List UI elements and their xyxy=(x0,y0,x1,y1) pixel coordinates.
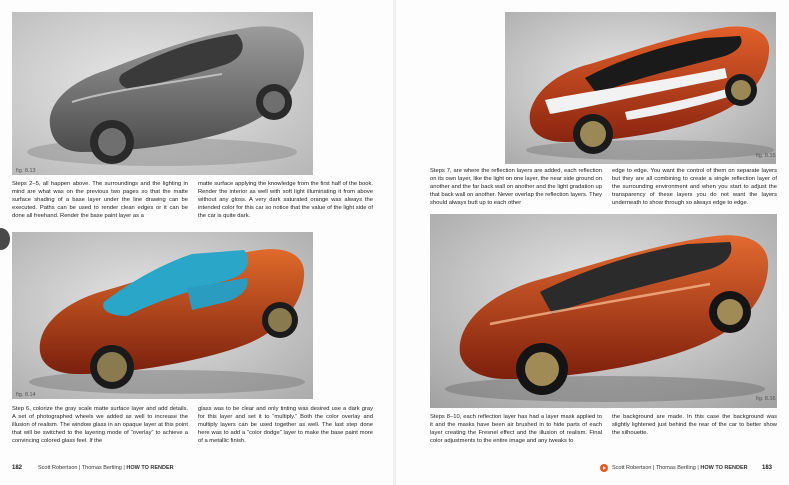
body-text: Steps 8–10, each reflection layer has had a layer mask applied to it and the masks have been air brushed in to hide parts of each layer creating the Fresnel effect and the illusion of realism. Final color adjustments to the entire image and any tweaks to xyxy=(430,414,602,445)
footer-authors: Scott Robertson | Thomas Bertling | xyxy=(38,465,125,471)
figure-8-15-reflection-layers-car xyxy=(505,12,776,164)
footer-book-title: HOW TO RENDER xyxy=(700,465,748,471)
page-gutter xyxy=(393,0,396,485)
footer-credit xyxy=(612,465,748,471)
body-text: Steps 2–5, all happen above. The surroundings and the lighting in mind are what was on the previous two pages so that the matte surface shading of a base layer under the line drawing can be executed. Paths can be used to render clean edges or it can be done all freehand. Render the base paint layer as a xyxy=(12,181,188,220)
footer-credit xyxy=(38,465,174,471)
body-text: Steps 7, are where the reflection layers are added, each reflection on its own layer, like the light on one layer, the near side ground on another and the far back wall on another and the light gradation up that back wall on another. Never overlap the reflection layers. They should always butt up to each other xyxy=(430,168,602,207)
figure-caption: fig. 8.14 xyxy=(16,392,36,398)
figure-caption: fig. 8.16 xyxy=(756,396,776,402)
footer-authors: Scott Robertson | Thomas Bertling | xyxy=(612,465,699,471)
body-text: matte surface applying the knowledge from the first half of the book. Render the interior as well with soft light illuminating it from above without any gloss. A very dark saturated orange was always the intended color for this car so notice that the value of the light side of the car is quite dark. xyxy=(198,181,373,220)
page-number: 183 xyxy=(762,465,773,471)
figure-8-14-colorized-car xyxy=(12,232,313,399)
play-icon xyxy=(600,464,608,472)
body-text: Step 6, colorize the gray scale matte surface layer and add details. A set of photographed wheels we added as well to increase the illusion of realism. The window glass in an opaque layer at this point that will be switched to the layering mode of “overlay” to achieve a convincing colored glass feel. If the xyxy=(12,406,188,445)
body-text: glass was to be clear and only tinting was desired use a dark gray for this layer and set it to “multiply.” Both the color overlay and multiply layers can be used together as well. The last step done here was to add a “color dodge” layer to make the base paint more of a metallic finish. xyxy=(198,406,373,445)
footer-book-title: HOW TO RENDER xyxy=(126,465,174,471)
body-text: the background are made. In this case the background was slightly lightened just behind the rear of the car to better show the silhouette. xyxy=(612,414,777,437)
page-number: 182 xyxy=(12,465,23,471)
figure-caption: fig. 8.13 xyxy=(16,168,36,174)
figure-caption: fig. 8.15 xyxy=(756,153,776,159)
body-text: edge to edge. You want the control of them on separate layers but they are all combining to create a single reflection layer of the surrounding environment and when you start to adjust the transparency of these layers you do not want the layers underneath to show through so always edge to edge. xyxy=(612,168,777,207)
figure-8-13-gray-matte-car xyxy=(12,12,313,175)
page-edge-tab xyxy=(0,228,10,250)
figure-8-16-final-render-car xyxy=(430,214,777,408)
